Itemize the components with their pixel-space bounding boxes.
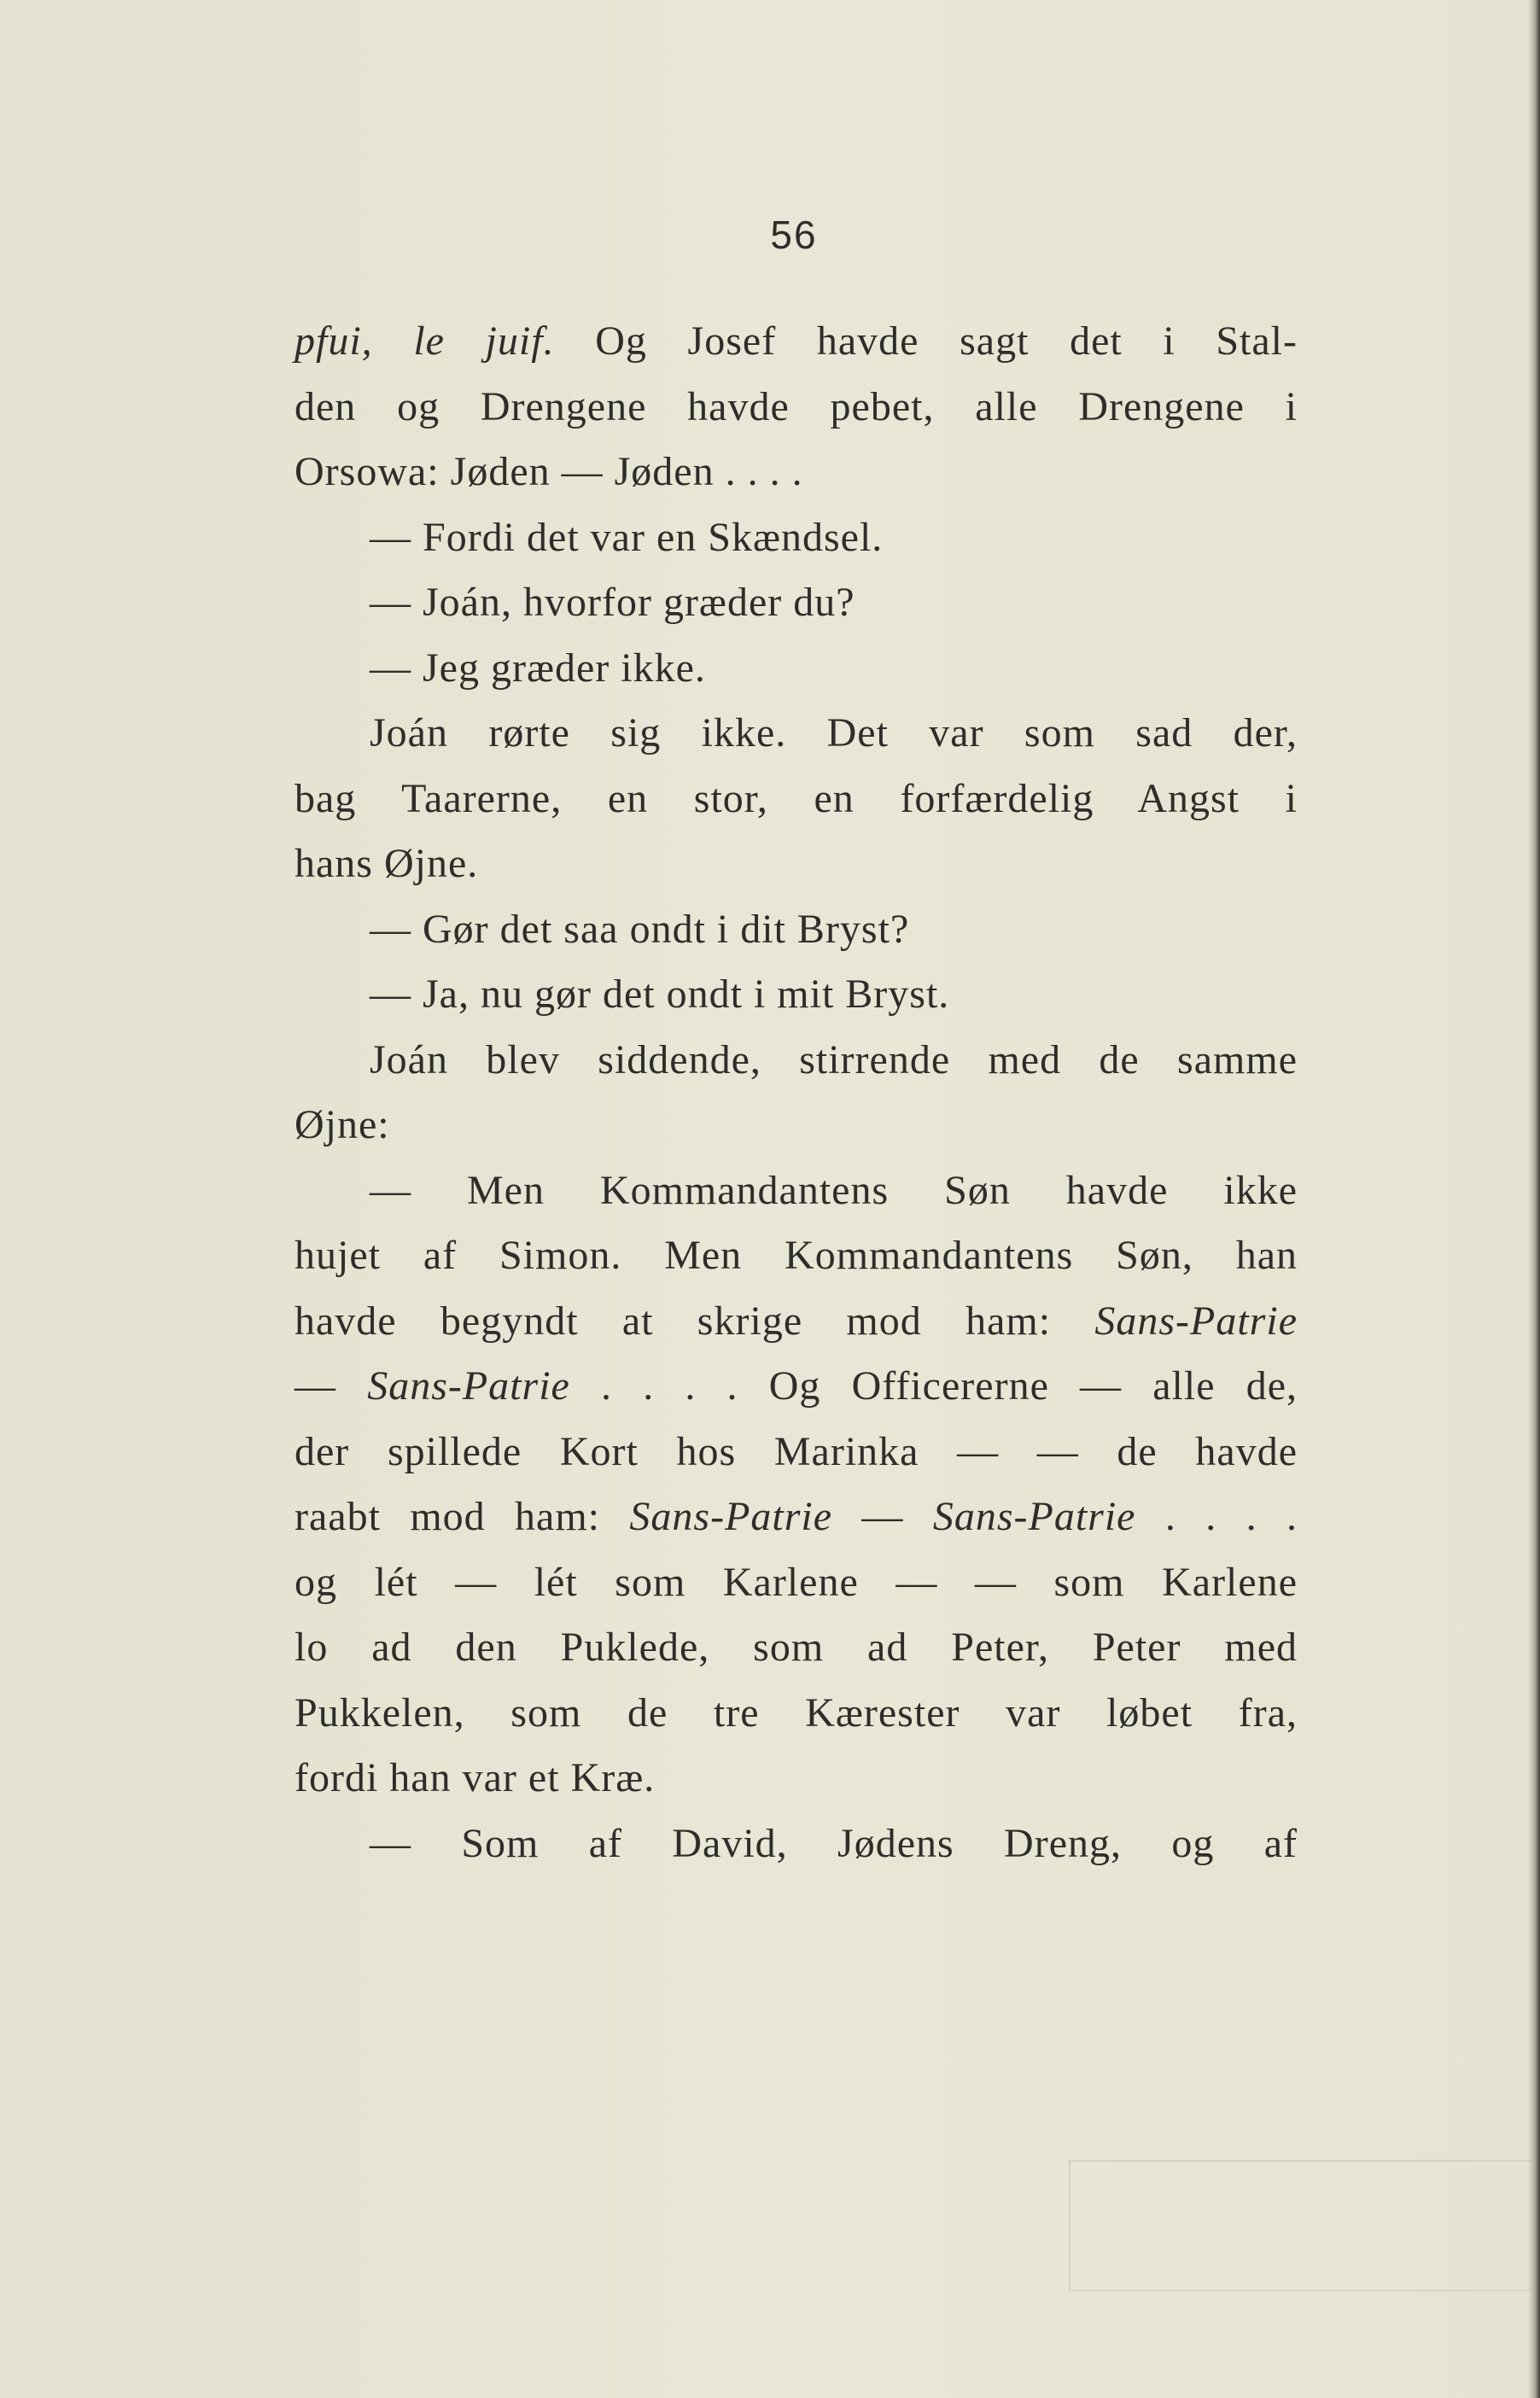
text-line (295, 1615, 1298, 1681)
text-line (295, 1812, 1298, 1877)
text-segment: — Fordi det var en Skændsel. (370, 514, 884, 560)
text-line (295, 1223, 1298, 1289)
text-segment: der spillede Kort hos Marinka — — de havde (295, 1428, 1298, 1474)
italic-text: Sans-Patrie (629, 1494, 833, 1539)
text-line (295, 831, 1298, 897)
text-segment: bag Taarerne, en stor, en forfærdelig Angst i (295, 775, 1298, 821)
text-line (295, 1681, 1298, 1747)
text-line (295, 1354, 1298, 1420)
text-line (295, 440, 1298, 505)
text-segment: hujet af Simon. Men Kommandantens Søn, han (295, 1233, 1298, 1278)
text-line (295, 1746, 1298, 1812)
text-line (295, 897, 1298, 963)
text-line (295, 767, 1298, 832)
text-segment: — Jeg græder ikke. (370, 645, 706, 691)
text-segment: — Ja, nu gør det ondt i mit Bryst. (370, 971, 950, 1017)
text-segment: havde begyndt at skrige mod ham: (295, 1298, 1095, 1344)
text-line (295, 962, 1298, 1028)
text-line (295, 1550, 1298, 1616)
text-segment: Orsowa: Jøden — Jøden . . . . (295, 449, 803, 494)
text-line (295, 505, 1298, 571)
italic-text: Sans-Patrie (367, 1363, 570, 1409)
text-segment: raabt mod ham: (295, 1494, 630, 1539)
text-segment: fordi han var et Kræ. (295, 1755, 656, 1800)
text-segment: Joán rørte sig ikke. Det var som sad der, (370, 710, 1298, 756)
page-edge-shadow (1528, 0, 1540, 2398)
text-segment: — Men Kommandantens Søn havde ikke (370, 1167, 1298, 1213)
paper-slip-mark (1069, 2160, 1531, 2291)
text-line (295, 309, 1298, 375)
italic-text: Sans-Patrie (932, 1494, 1136, 1539)
text-line (295, 1485, 1298, 1550)
text-line (295, 570, 1298, 636)
text-line (295, 1028, 1298, 1094)
page-number: 56 (770, 213, 818, 257)
text-line (295, 701, 1298, 767)
italic-text: Sans-Patrie (1094, 1298, 1298, 1344)
text-segment: den og Drengene havde pebet, alle Drengene i (295, 383, 1298, 429)
text-line (295, 1420, 1298, 1485)
text-segment: — Gør det saa ondt i dit Bryst? (370, 906, 910, 952)
body-text (295, 309, 1298, 1876)
text-segment: . . . . (1135, 1494, 1298, 1539)
text-segment: — Som af David, Jødens Dreng, og af (370, 1820, 1298, 1866)
text-segment: — Joán, hvorfor græder du? (370, 580, 855, 625)
italic-text: pfui, le juif. (295, 318, 555, 364)
text-segment: . . . . Og Officererne — alle de, (569, 1363, 1298, 1409)
text-line (295, 1289, 1298, 1355)
text-segment: Joán blev siddende, stirrende med de samme (370, 1036, 1298, 1082)
text-line (295, 375, 1298, 441)
text-segment: lo ad den Puklede, som ad Peter, Peter med (295, 1625, 1298, 1670)
text-segment: og lét — lét som Karlene — — som Karlene (295, 1559, 1298, 1605)
text-line (295, 1093, 1298, 1158)
text-line (295, 1158, 1298, 1224)
text-segment: — (295, 1363, 368, 1409)
text-segment: Pukkelen, som de tre Kærester var løbet fra, (295, 1689, 1298, 1736)
text-segment: — (832, 1494, 933, 1539)
text-segment: Øjne: (295, 1102, 390, 1147)
text-segment: hans Øjne. (295, 841, 479, 886)
text-line (295, 636, 1298, 702)
text-segment: Og Josef havde sagt det i Stal- (554, 318, 1298, 364)
